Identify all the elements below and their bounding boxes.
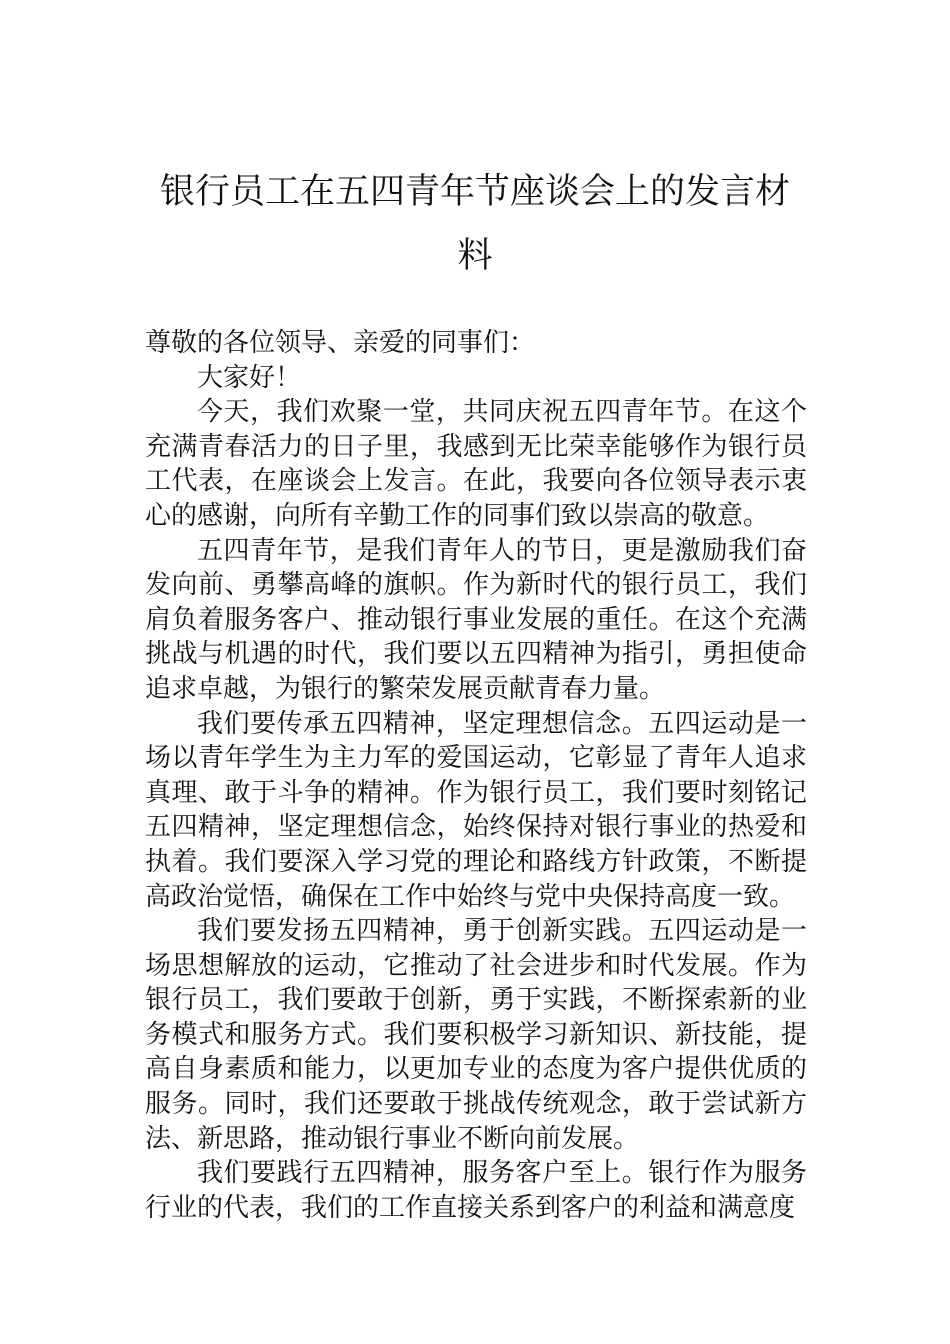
- paragraph-youth-day: 五四青年节，是我们青年人的节日，更是激励我们奋发向前、勇攀高峰的旗帜。作为新时代的银行员工，我们肩负着服务客户、推动银行事业发展的重任。在这个充满挑战与机遇的时代，我们要以五四精神为指引，勇担使命追求卓越，为银行的繁荣发展贡献青春力量。: [145, 535, 807, 704]
- document-body: [145, 326, 807, 1225]
- paragraph-intro: 今天，我们欢聚一堂，共同庆祝五四青年节。在这个充满青春活力的日子里，我感到无比荣幸能够作为银行员工代表，在座谈会上发言。在此，我要向各位领导表示衷心的感谢，向所有辛勤工作的同事们致以崇高的敬意。: [145, 397, 807, 531]
- paragraph-serve-customers: 我们要践行五四精神，服务客户至上。银行作为服务行业的代表，我们的工作直接关系到客户的利益和满意度: [145, 1158, 807, 1223]
- paragraph-greeting: 大家好！: [197, 362, 302, 393]
- paragraph-inherit-spirit: 我们要传承五四精神，坚定理想信念。五四运动是一场以青年学生为主力军的爱国运动，它彰显了青年人追求真理、敢于斗争的精神。作为银行员工，我们要时刻铭记五四精神，坚定理想信念，始终保持对银行事业的热爱和执着。我们要深入学习党的理论和路线方针政策，不断提高政治觉悟，确保在工作中始终与党中央保持高度一致。: [145, 708, 807, 912]
- document-title: 银行员工在五四青年节座谈会上的发言材料: [159, 172, 790, 276]
- salutation: 尊敬的各位领导、亲爱的同事们：: [145, 328, 536, 358]
- paragraph-innovate: 我们要发扬五四精神，勇于创新实践。五四运动是一场思想解放的运动，它推动了社会进步和时代发展。作为银行员工，我们要敢于创新，勇于实践，不断探索新的业务模式和服务方式。我们要积极学习新知识、新技能，提高自身素质和能力，以更加专业的态度为客户提供优质的服务。同时，我们还要敢于挑战传统观念，敢于尝试新方法、新思路，推动银行事业不断向前发展。: [145, 916, 807, 1154]
